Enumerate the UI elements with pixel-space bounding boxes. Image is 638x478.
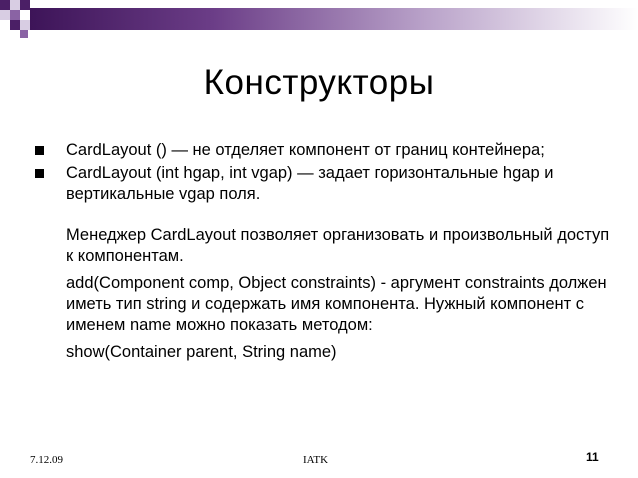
decorative-square [0,0,10,10]
decorative-square [10,0,20,10]
paragraph: add(Component comp, Object constraints) - аргумент constraints должен иметь тип string и содержать имя компонента. Нужный компонент с именем name можно показать методом: [66,274,607,334]
slide-content [30,140,610,363]
bullet-item [30,140,610,161]
bullet-text: CardLayout () — не отделяет компонент от границ контейнера; [66,141,545,159]
bullet-item [30,163,610,205]
decorative-top-bar [30,8,638,30]
decorative-square [20,0,30,10]
decorative-square [10,20,20,30]
footer-center-text: IATK [303,454,329,466]
decorative-square [20,20,30,30]
footer-date: 7.12.09 [30,454,63,466]
decorative-square [20,30,28,38]
page-number: 11 [586,450,599,464]
slide-title: Конструкторы [203,63,435,102]
paragraph: Менеджер CardLayout позволяет организовать и произвольный доступ к компонентам. [66,226,610,265]
paragraph: show(Container parent, String name) [66,343,337,361]
square-bullet-icon [35,169,44,178]
decorative-square [0,10,10,20]
decorative-square [10,10,20,20]
square-bullet-icon [35,146,44,155]
bullet-text: CardLayout (int hgap, int vgap) — задает горизонтальные hgap и вертикальные vgap поля. [66,164,554,203]
